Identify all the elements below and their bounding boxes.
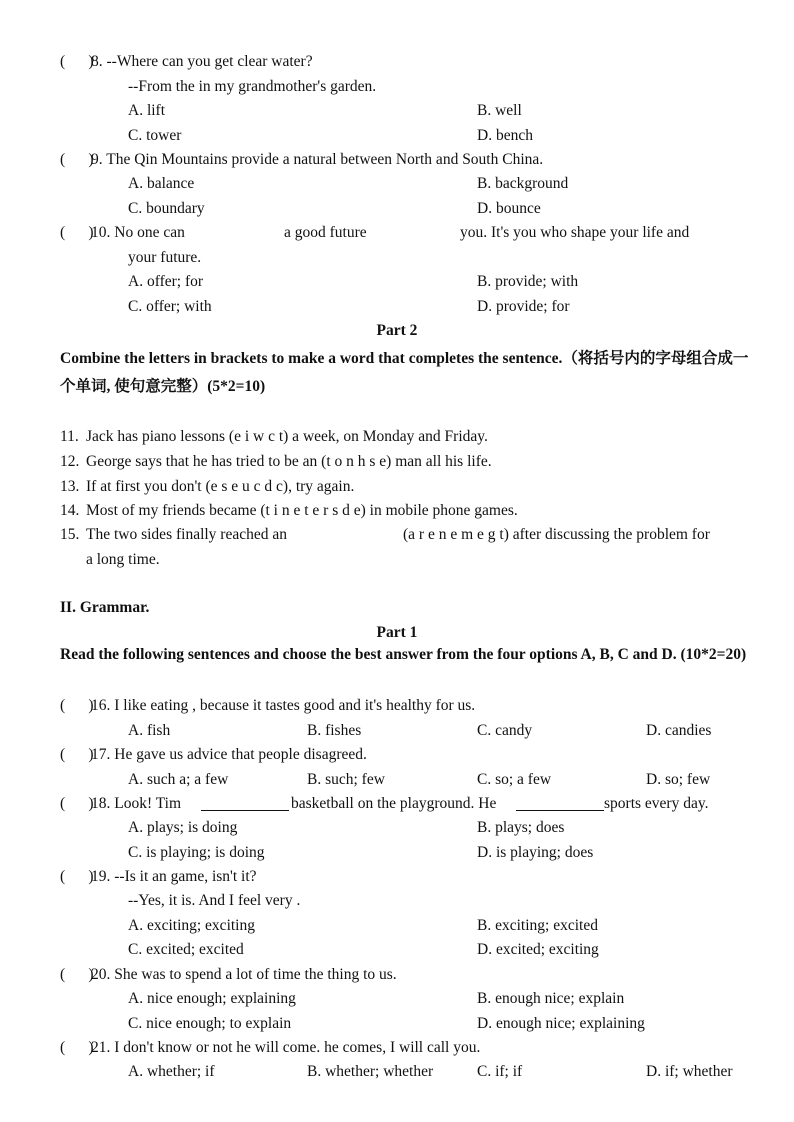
question-text: 16. I like eating , because it tastes good and it's healthy for us. <box>91 697 476 714</box>
option-d[interactable]: D. so; few <box>646 771 711 788</box>
option-a[interactable]: A. offer; for <box>128 273 204 290</box>
section-instruction: Read the following sentences and choose the best answer from the four options A, B, C and D. (10*2=20) <box>60 646 747 663</box>
item-text: Jack has piano lessons (e i w c t) a week, on Monday and Friday. <box>86 428 488 445</box>
answer-paren[interactable]: ( ) <box>60 697 94 714</box>
section-instruction: Combine the letters in brackets to make a word that completes the sentence.（将括号内的字母组合成一个单词, 使句意完整）(5*2=10) <box>60 350 749 395</box>
section-heading: Part 2 <box>376 322 418 339</box>
item-number: 14. <box>60 502 80 519</box>
item-text-end: (a r e n e m e g t) after discussing the problem for <box>403 526 710 543</box>
question-text: 9. The Qin Mountains provide a natural between North and South China. <box>91 151 544 168</box>
answer-paren[interactable]: ( ) <box>60 224 94 241</box>
item-number: 11. <box>60 428 79 445</box>
option-c[interactable]: C. is playing; is doing <box>128 844 265 861</box>
item-number: 13. <box>60 478 80 495</box>
question-text-line2: --Yes, it is. And I feel very . <box>128 892 301 909</box>
option-c[interactable]: C. offer; with <box>128 298 212 315</box>
answer-paren[interactable]: ( ) <box>60 746 94 763</box>
item-text-line2: a long time. <box>86 551 160 568</box>
answer-paren[interactable]: ( ) <box>60 868 94 885</box>
question-text-end: sports every day. <box>604 795 709 812</box>
option-a[interactable]: A. exciting; exciting <box>128 917 255 934</box>
option-b[interactable]: B. enough nice; explain <box>477 990 625 1007</box>
item-text: If at first you don't (e s e u c d c), try again. <box>86 478 355 495</box>
option-c[interactable]: C. nice enough; to explain <box>128 1015 292 1032</box>
question-text: 17. He gave us advice that people disagreed. <box>91 746 367 763</box>
question-text-line2: your future. <box>128 249 202 266</box>
item-text: George says that he has tried to be an (t o n h s e) man all his life. <box>86 453 492 470</box>
answer-blank[interactable] <box>201 796 289 811</box>
option-a[interactable]: A. fish <box>128 722 171 739</box>
option-a[interactable]: A. nice enough; explaining <box>128 990 296 1007</box>
option-d[interactable]: D. bounce <box>477 200 541 217</box>
option-d[interactable]: D. if; whether <box>646 1063 733 1080</box>
answer-paren[interactable]: ( ) <box>60 966 94 983</box>
question-text: 19. --Is it an game, isn't it? <box>91 868 257 885</box>
option-a[interactable]: A. plays; is doing <box>128 819 238 836</box>
option-a[interactable]: A. whether; if <box>128 1063 215 1080</box>
option-a[interactable]: A. such a; a few <box>128 771 229 788</box>
section-title: II. Grammar. <box>60 599 150 616</box>
option-d[interactable]: D. bench <box>477 127 533 144</box>
option-c[interactable]: C. if; if <box>477 1063 523 1080</box>
option-c[interactable]: C. tower <box>128 127 182 144</box>
option-b[interactable]: B. provide; with <box>477 273 579 290</box>
option-a[interactable]: A. balance <box>128 175 195 192</box>
question-text-line2: --From the in my grandmother's garden. <box>128 78 377 95</box>
answer-paren[interactable]: ( ) <box>60 795 94 812</box>
answer-paren[interactable]: ( ) <box>60 1039 94 1056</box>
section-heading: Part 1 <box>376 624 418 641</box>
option-b[interactable]: B. plays; does <box>477 819 565 836</box>
option-b[interactable]: B. whether; whether <box>307 1063 434 1080</box>
item-number: 12. <box>60 453 80 470</box>
option-b[interactable]: B. fishes <box>307 722 362 739</box>
option-b[interactable]: B. exciting; excited <box>477 917 598 934</box>
item-number: 15. <box>60 526 80 543</box>
question-text: 20. She was to spend a lot of time the thing to us. <box>91 966 397 983</box>
question-text: 21. I don't know or not he will come. he comes, I will call you. <box>91 1039 481 1056</box>
option-a[interactable]: A. lift <box>128 102 166 119</box>
question-text-mid: a good future <box>284 224 367 241</box>
question-text: 8. --Where can you get clear water? <box>91 53 313 70</box>
option-d[interactable]: D. excited; exciting <box>477 941 599 958</box>
option-d[interactable]: D. provide; for <box>477 298 570 315</box>
option-b[interactable]: B. well <box>477 102 522 119</box>
question-text: 18. Look! Tim <box>91 795 182 812</box>
option-c[interactable]: C. excited; excited <box>128 941 244 958</box>
option-c[interactable]: C. so; a few <box>477 771 552 788</box>
question-text-end: you. It's you who shape your life and <box>460 224 690 241</box>
option-d[interactable]: D. candies <box>646 722 712 739</box>
option-c[interactable]: C. candy <box>477 722 533 739</box>
question-text-mid: basketball on the playground. He <box>291 795 497 812</box>
item-text: The two sides finally reached an <box>86 526 287 543</box>
option-d[interactable]: D. enough nice; explaining <box>477 1015 645 1032</box>
answer-paren[interactable]: ( ) <box>60 151 94 168</box>
option-b[interactable]: B. such; few <box>307 771 385 788</box>
question-text: 10. No one can <box>91 224 185 241</box>
item-text: Most of my friends became (t i n e t e r s d e) in mobile phone games. <box>86 502 518 519</box>
answer-blank[interactable] <box>516 796 604 811</box>
option-c[interactable]: C. boundary <box>128 200 205 217</box>
answer-paren[interactable]: ( ) <box>60 53 94 70</box>
option-d[interactable]: D. is playing; does <box>477 844 594 861</box>
option-b[interactable]: B. background <box>477 175 569 192</box>
